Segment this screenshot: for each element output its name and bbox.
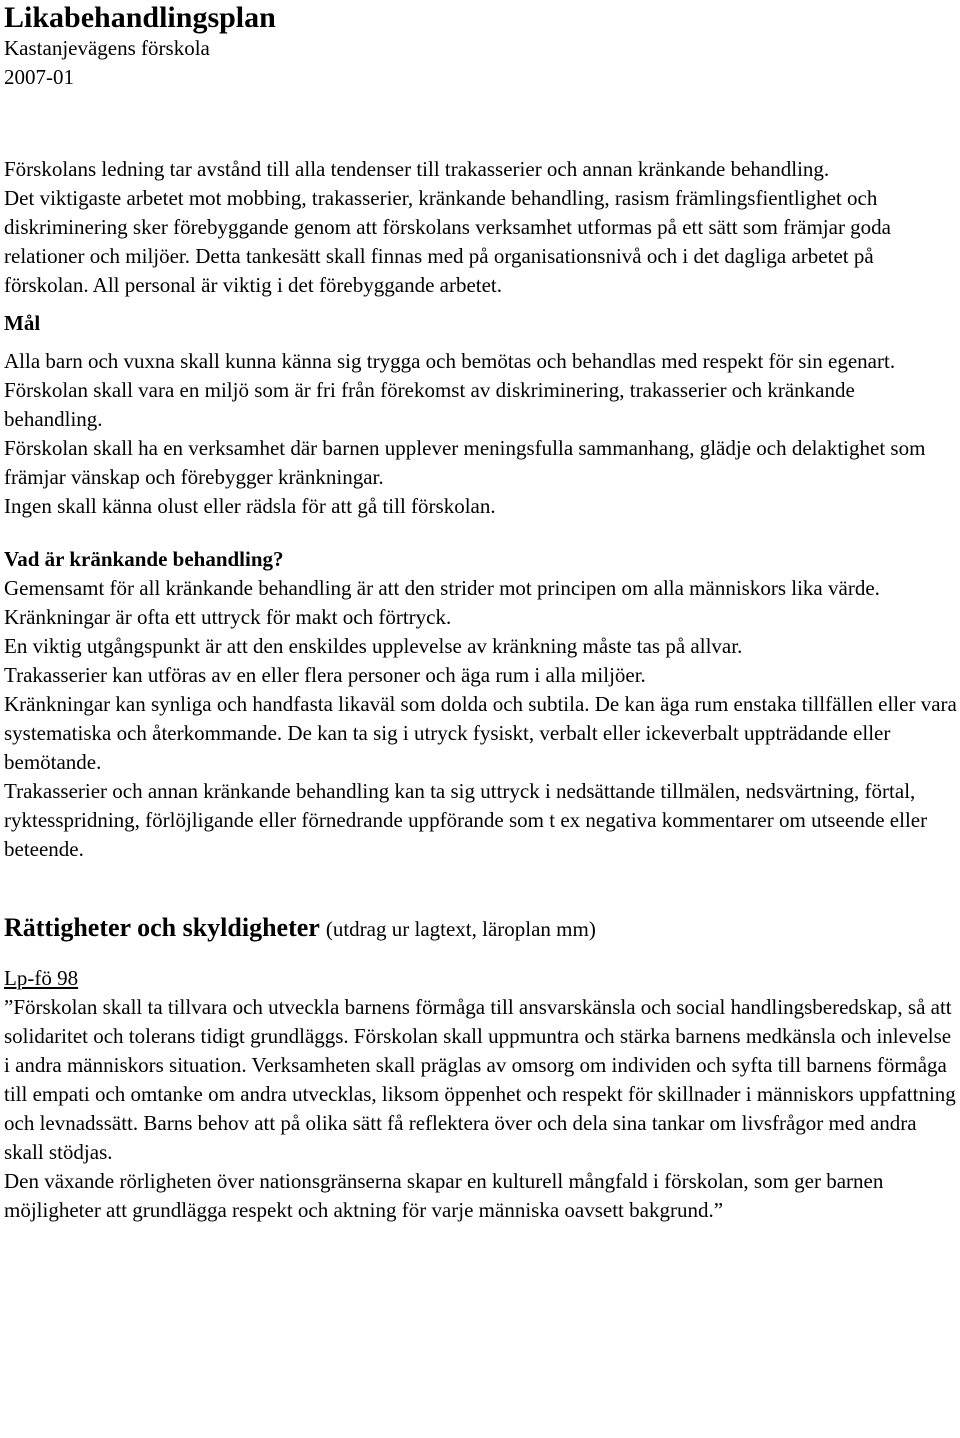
goal-item: Förskolan skall ha en verksamhet där barnen upplever meningsfulla sammanhang, glädje och delaktighet som främjar vänskap och förebygger kränkningar. [4,436,926,489]
rights-heading-text: Rättigheter och skyldigheter [4,913,320,942]
page-title: Likabehandlingsplan [4,1,276,34]
definition-item: Trakasserier kan utföras av en eller flera personer och äga rum i alla miljöer. [4,663,646,687]
intro-paragraph-1: Förskolans ledning tar avstånd till alla tendenser till trakasserier och annan kränkande behandling. [4,157,830,181]
rights-heading [4,908,958,949]
goal-item: Alla barn och vuxna skall kunna känna sig trygga och bemötas och behandlas med respekt för sin egenart. [4,349,896,373]
goal-item: Förskolan skall vara en miljö som är fri från förekomst av diskriminering, trakasserier och kränkande behandling. [4,378,855,431]
school-name: Kastanjevägens förskola [4,36,210,60]
reference-label [4,964,958,993]
quote-paragraph-1: ”Förskolan skall ta tillvara och utveckla barnens förmåga till ansvarskänsla och social handlingsberedskap, så att solidaritet och tolerans tidigt grundläggs. Förskolan skall uppmuntra och stärka barnens medkänsla och inlevelse i andra människors situation. Verksamheten skall präglas av omsorg om individen och syfta till barnens förmåga till empati och omtanke om andra utvecklas, liksom öppenhet och respekt för skillnader i människors uppfattning och levnadssätt. Barns behov att på olika sätt få reflektera över och dela sina tankar om livsfrågor med andra skall stödjas. [4,995,956,1164]
quote-paragraph-2: Den växande rörligheten över nationsgränserna skapar en kulturell mångfald i förskolan, som ger barnen möjligheter att grundlägga respekt och aktning för varje människa oavsett bakgrund.” [4,1169,884,1222]
definition-item: Gemensamt för all kränkande behandling är att den strider mot principen om alla människors lika värde. [4,576,880,600]
spacer [4,92,958,155]
intro-paragraph-2: Det viktigaste arbetet mot mobbing, trakasserier, kränkande behandling, rasism främlingsfientlighet och diskriminering sker förebyggande genom att förskolans verksamhet utformas på ett sätt som främjar goda relationer och miljöer. Detta tankesätt skall finnas med på organisationsnivå och i det dagliga arbetet på förskolan. All personal är viktig i det förebyggande arbetet. [4,186,892,297]
definition-item: Kränkningar är ofta ett uttryck för makt och förtryck. [4,605,452,629]
definition-item: En viktig utgångspunkt är att den enskildes upplevelse av kränkning måste tas på allvar. [4,634,743,658]
reference-text: Lp-fö 98 [4,966,79,990]
document-date: 2007-01 [4,65,74,89]
spacer [4,949,958,964]
definition-item: Trakasserier och annan kränkande behandling kan ta sig uttryck i nedsättande tillmälen, nedsvärtning, förtal, ryktesspridning, förlöjligande eller förnedrande uppförande som t ex negativa kommentarer om utseende eller beteende. [4,779,928,861]
goals-heading: Mål [4,311,41,335]
spacer [4,300,958,309]
spacer [4,521,958,545]
goal-item: Ingen skall känna olust eller rädsla för att gå till förskolan. [4,494,496,518]
definition-heading: Vad är kränkande behandling? [4,547,284,571]
document-page [4,0,958,1225]
spacer [4,864,958,908]
rights-heading-note: (utdrag ur lagtext, läroplan mm) [325,917,596,941]
definition-item: Kränkningar kan synliga och handfasta likaväl som dolda och subtila. De kan äga rum enstaka tillfällen eller vara systematiska och återkommande. De kan ta sig i utryck fysiskt, verbalt eller ickeverbalt uppträdande eller bemötande. [4,692,957,774]
spacer [4,338,958,347]
